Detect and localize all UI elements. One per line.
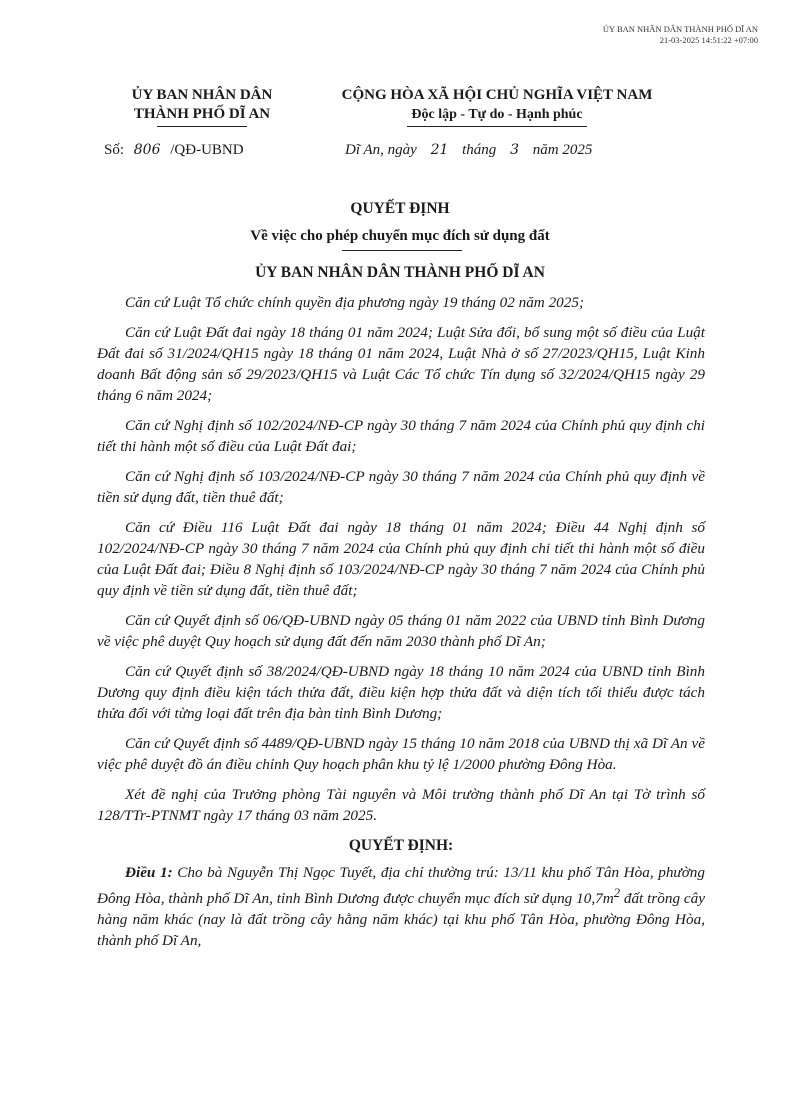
document-subject: Về việc cho phép chuyển mục đích sử dụng đất — [250, 228, 550, 244]
agency-underline — [157, 126, 247, 127]
article-1-label: Điều 1: — [125, 864, 173, 881]
date-year: năm 2025 — [532, 142, 593, 158]
subject-underline — [342, 250, 462, 251]
agency-line-1: ỦY BAN NHÂN DÂN — [131, 87, 273, 103]
stamp-issuer: ỦY BAN NHÂN DÂN THÀNH PHỐ DĨ AN — [602, 24, 758, 34]
number-suffix: /QĐ-UBND — [170, 142, 244, 158]
national-header — [312, 86, 682, 127]
preamble-paragraph: Căn cứ Luật Tổ chức chính quyền địa phương ngày 19 tháng 02 năm 2025; — [125, 294, 585, 311]
article-1 — [97, 862, 705, 951]
digital-signature-stamp — [603, 24, 758, 46]
preamble-paragraph: Căn cứ Quyết định số 38/2024/QĐ-UBND ngày 18 tháng 10 năm 2024 của UBND tỉnh Bình Dương quy định điều kiện tách thửa đất, điều kiện hợp thửa đất và diện tích tối thiểu được tách thửa đối với từng loại đất trên địa bàn tỉnh Bình Dương; — [97, 663, 705, 722]
preamble-paragraph: Xét đề nghị của Trưởng phòng Tài nguyên và Môi trường thành phố Dĩ An tại Tờ trình số 128/TTr-PTNMT ngày 17 tháng 03 năm 2025. — [97, 786, 705, 824]
agency-line-2: THÀNH PHỐ DĨ AN — [133, 106, 271, 122]
country-name: CỘNG HÒA XÃ HỘI CHỦ NGHĨA VIỆT NAM — [341, 87, 653, 103]
document-date — [345, 142, 592, 159]
national-motto: Độc lập - Tự do - Hạnh phúc — [411, 107, 583, 122]
preamble-paragraph: Căn cứ Điều 116 Luật Đất đai ngày 18 tháng 01 năm 2024; Điều 44 Nghị định số 102/2024/NĐ-CP ngày 30 tháng 7 năm 2024 của Chính phủ quy định chi tiết thi hành một số điều của Luật Đất đai; Điều 8 Nghị định số 103/2024/NĐ-CP ngày 30 tháng 7 năm 2024 của Chính phủ quy định về tiền sử dụng đất, tiền thuê đất; — [97, 519, 705, 599]
preamble-paragraph: Căn cứ Quyết định số 4489/QĐ-UBND ngày 15 tháng 10 năm 2018 của UBND thị xã Dĩ An về việc phê duyệt đồ án điều chỉnh Quy hoạch phân khu tỷ lệ 1/2000 phường Đông Hòa. — [97, 735, 705, 773]
issuing-agency-header — [92, 86, 312, 127]
preamble-paragraph: Căn cứ Quyết định số 06/QĐ-UBND ngày 05 tháng 01 năm 2022 của UBND tỉnh Bình Dương về việc phê duyệt Quy hoạch sử dụng đất đến năm 2030 thành phố Dĩ An; — [97, 612, 705, 650]
preamble-paragraph: Căn cứ Nghị định số 102/2024/NĐ-CP ngày 30 tháng 7 năm 2024 của Chính phủ quy định chi tiết thi hành một số điều của Luật Đất đai; — [97, 417, 705, 455]
date-month-label: tháng — [462, 142, 497, 158]
motto-underline — [407, 126, 587, 127]
document-type-title: QUYẾT ĐỊNH — [350, 200, 450, 217]
document-number — [104, 142, 244, 159]
date-place: Dĩ An, ngày — [345, 142, 417, 158]
area-unit-superscript: 2 — [613, 886, 621, 900]
date-day: 21 — [430, 142, 449, 158]
number-prefix: Số: — [104, 142, 125, 158]
stamp-timestamp: 21-03-2025 14:51:22 +07:00 — [659, 35, 758, 45]
date-month: 3 — [510, 142, 519, 158]
preamble-paragraph: Căn cứ Luật Đất đai ngày 18 tháng 01 năm 2024; Luật Sửa đổi, bổ sung một số điều của Luật Đất đai số 31/2024/QH15 ngày 18 tháng 01 năm 2024, Luật Nhà ở số 27/2023/QH15, Luật Kinh doanh Bất động sản số 29/2023/QH15 và Luật Các Tổ chức Tín dụng số 32/2024/QH15 ngày 29 tháng 6 năm 2024; — [97, 324, 705, 404]
article-1-text-a: Cho bà Nguyễn Thị Ngọc Tuyết, địa chỉ thường trú: 13/11 khu phố Tân Hòa, phường Đông Hòa, thành phố Dĩ An, tỉnh Bình Dương được chuyển mục đích sử dụng 10,7m — [97, 864, 705, 908]
document-body — [97, 292, 705, 960]
article-1-text-b: đất trồng cây hàng năm khác (nay là đất trồng cây hằng năm khác) tại khu phố Tân Hòa, phường Đông Hòa, thành phố Dĩ An, — [97, 890, 705, 950]
number-handwritten: 806 — [133, 142, 161, 158]
preamble-paragraph: Căn cứ Nghị định số 103/2024/NĐ-CP ngày 30 tháng 7 năm 2024 của Chính phủ quy định về tiền sử dụng đất, tiền thuê đất; — [97, 468, 705, 506]
authority-title: ỦY BAN NHÂN DÂN THÀNH PHỐ DĨ AN — [255, 264, 545, 281]
decision-heading: QUYẾT ĐỊNH: — [348, 837, 454, 854]
